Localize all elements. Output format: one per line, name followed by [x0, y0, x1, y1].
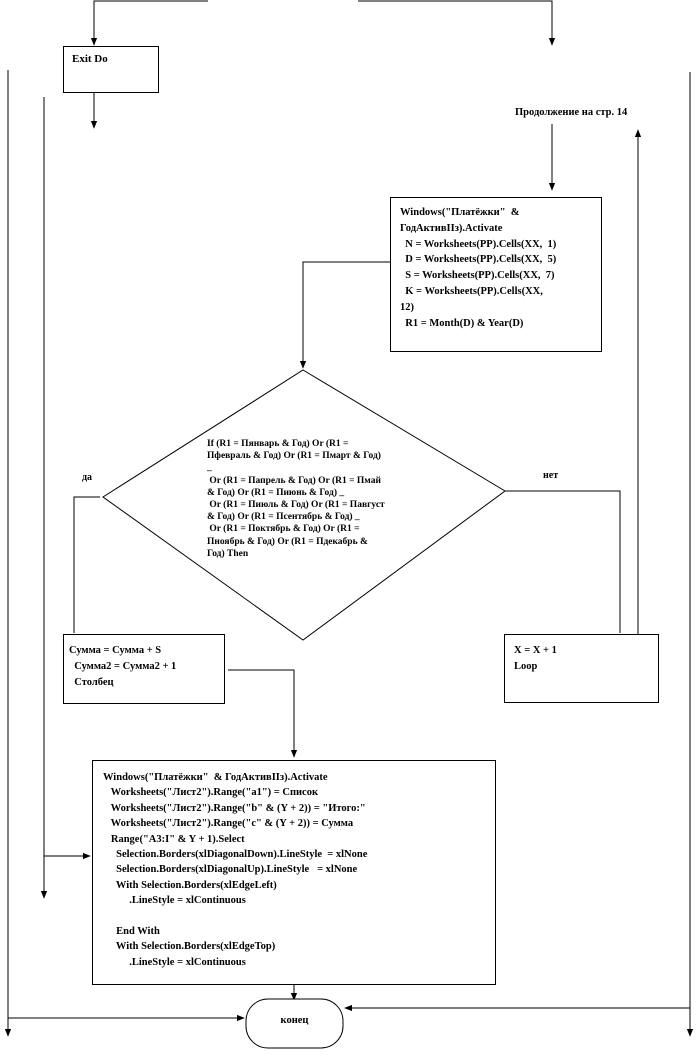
branch-no-label: нет [543, 470, 559, 481]
final-line: Selection.Borders(xlDiagonalDown).LineStyle = xlNone [103, 849, 368, 861]
loop-block [504, 634, 659, 703]
connector-top-right [358, 1, 552, 45]
summa-block [63, 634, 225, 704]
continuation-label: Продолжение на стр. 14 [515, 107, 628, 118]
final-line [103, 909, 495, 924]
condition-line: Год) Then [207, 548, 249, 559]
final-output-block [92, 760, 496, 985]
condition-line: Or (R1 = Поктябрь & Год) Or (R1 = [207, 524, 360, 535]
windows-line: S = Worksheets(PP).Cells(XX, 7) [400, 270, 555, 282]
connector-windows-to-condition [303, 262, 390, 368]
windows-line: K = Worksheets(PP).Cells(XX, [400, 285, 543, 297]
condition-line: Пноябрь & Год) Or (R1 = Пдекабрь & [207, 536, 368, 547]
summa-line: Сумма = Сумма + S [69, 645, 162, 656]
branch-yes-label: да [82, 472, 93, 483]
final-line: End With [103, 926, 160, 938]
condition-line: & Год) Or (R1 = Псентябрь & Год) _ [207, 512, 360, 523]
connector-summa-to-final [228, 670, 294, 757]
windows-line: N = Worksheets(PP).Cells(XX, 1) [400, 238, 557, 250]
final-line: Worksheets("Лист2").Range("c" & (Y + 2)) = Сумма [103, 818, 354, 830]
final-line: With Selection.Borders(xlEdgeLeft) [103, 879, 277, 891]
loop-line: X = X + 1 [514, 645, 557, 656]
connector-yes-branch [74, 497, 100, 633]
windows-line: D = Worksheets(PP).Cells(XX, 5) [400, 254, 557, 266]
final-line: .LineStyle = xlContinuous [103, 956, 246, 968]
condition-line: & Год) Or (R1 = Пиюнь & Год) _ [207, 487, 345, 498]
condition-line: _ [207, 463, 212, 474]
final-line: Windows("Платёжки" & ГодАктивIIз).Activate [103, 772, 328, 783]
final-line: Selection.Borders(xlDiagonalUp).LineStyle = xlNone [103, 864, 358, 876]
condition-line: Or (R1 = Папрель & Год) Or (R1 = Пмай [207, 475, 381, 486]
windows-line: ГодАктивIIз).Activate [400, 222, 503, 234]
windows-line: Windows("Платёжки" & [400, 207, 520, 218]
windows-activate-block [390, 197, 602, 352]
exit-do-text: Exit Do [72, 53, 108, 65]
condition-line: Пфевраль & Год) Or (R1 = Пмарт & Год) [207, 451, 381, 462]
end-terminal-label: конец [280, 1015, 309, 1026]
windows-line: 12) [400, 301, 414, 313]
condition-line: If (R1 = Пянварь & Год) Or (R1 = [207, 439, 349, 449]
exit-do-block [63, 46, 159, 93]
windows-line: R1 = Month(D) & Year(D) [400, 317, 524, 329]
connector-top-into-exit [94, 1, 208, 45]
final-line: With Selection.Borders(xlEdgeTop) [103, 941, 276, 953]
summa-line: Столбец [69, 677, 114, 688]
final-line: .LineStyle = xlContinuous [103, 895, 246, 907]
condition-text [207, 438, 417, 560]
condition-line: Or (R1 = Пиюль & Год) Or (R1 = Павгуст [207, 500, 385, 511]
loop-line: Loop [514, 661, 538, 672]
final-line: Range("A3:I" & Y + 1).Select [103, 833, 245, 845]
summa-line: Сумма2 = Сумма2 + 1 [69, 661, 177, 672]
final-line: Worksheets("Лист2").Range("a1") = Список [103, 787, 319, 799]
connector-no-branch [505, 491, 620, 633]
final-line: Worksheets("Лист2").Range("b" & (Y + 2)) = "Итого:" [103, 802, 366, 814]
